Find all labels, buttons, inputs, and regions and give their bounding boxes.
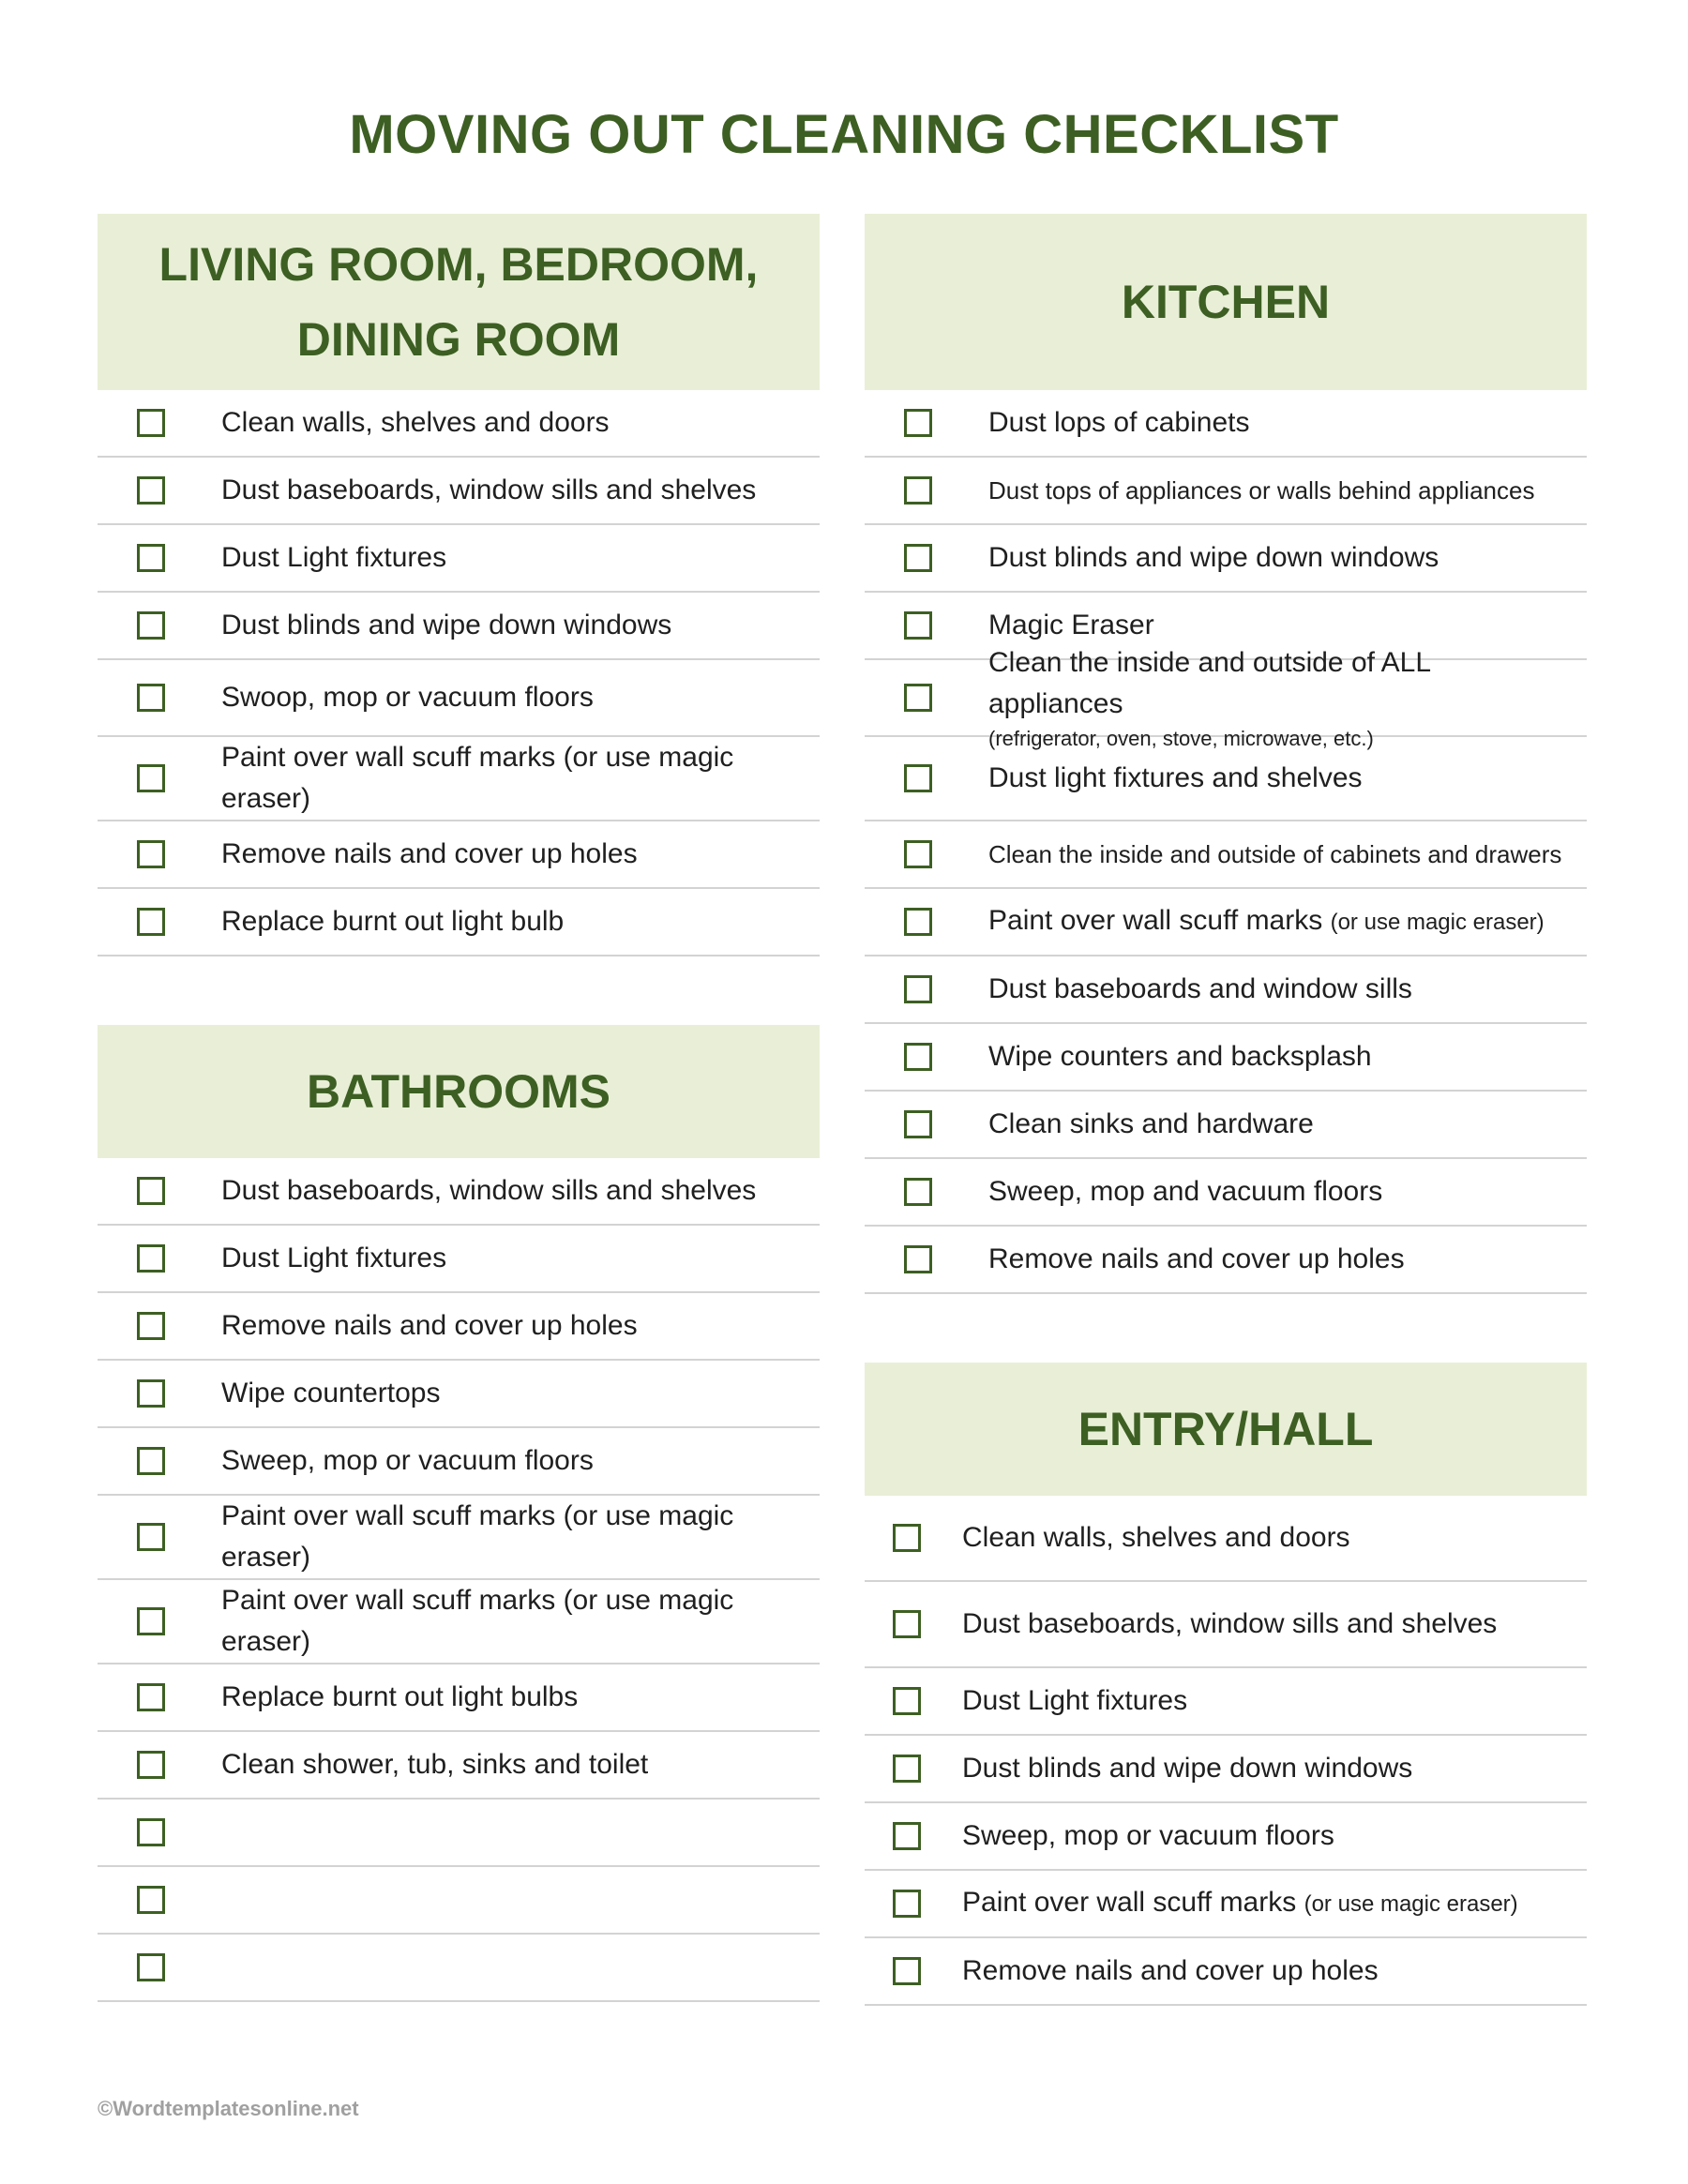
checklist-row — [865, 1024, 1587, 1092]
checkbox[interactable] — [904, 840, 932, 868]
checklist-row — [98, 1935, 820, 2002]
checklist-row — [98, 1361, 820, 1428]
checklist-row — [98, 458, 820, 525]
item-label: Dust Light fixtures — [221, 542, 447, 573]
checkbox[interactable] — [893, 1687, 921, 1715]
checklist-row — [865, 821, 1587, 889]
item-label: Remove nails and cover up holes — [988, 1243, 1405, 1274]
checklist-row — [98, 1496, 820, 1580]
item-label — [962, 1882, 1533, 1925]
item-label: Dust lops of cabinets — [988, 407, 1250, 438]
checklist-row — [865, 1092, 1587, 1159]
checkbox[interactable] — [137, 1886, 165, 1914]
checklist-row — [98, 1732, 820, 1800]
checklist-row — [98, 737, 820, 821]
kitchen-section — [865, 214, 1587, 1294]
checklist-row — [98, 593, 820, 660]
checklist-row — [865, 956, 1587, 1024]
item-label: Wipe countertops — [221, 1378, 441, 1408]
item-main-text: Paint over wall scuff marks — [988, 905, 1323, 936]
checklist-row — [865, 390, 1587, 458]
checkbox[interactable] — [893, 1822, 921, 1850]
checkbox[interactable] — [137, 840, 165, 868]
checkbox[interactable] — [137, 1379, 165, 1408]
item-label: Sweep, mop or vacuum floors — [221, 1445, 594, 1476]
checklist-row — [865, 889, 1587, 956]
checkbox[interactable] — [137, 1683, 165, 1711]
checkbox[interactable] — [137, 1523, 165, 1551]
checklist-row — [98, 1664, 820, 1732]
item-label: Dust baseboards, window sills and shelves — [962, 1608, 1498, 1639]
checklist-row — [98, 1428, 820, 1496]
checklist-row — [865, 647, 1587, 750]
checklist-row — [865, 1736, 1587, 1803]
item-label: Sweep, mop or vacuum floors — [962, 1820, 1334, 1851]
checkbox[interactable] — [137, 476, 165, 505]
checklist-row — [865, 1496, 1587, 1582]
checkbox[interactable] — [137, 544, 165, 572]
checkbox[interactable] — [893, 1957, 921, 1985]
checklist-row — [865, 1938, 1587, 2006]
item-label: Dust baseboards, window sills and shelves — [221, 474, 757, 505]
item-label: Paint over wall scuff marks (or use magic eraser) — [221, 1585, 734, 1657]
item-label: Dust light fixtures and shelves — [988, 762, 1363, 793]
checkbox[interactable] — [904, 975, 932, 1003]
checkbox[interactable] — [137, 684, 165, 712]
entry-hall-section — [865, 1363, 1587, 2006]
item-label: Clean walls, shelves and doors — [962, 1522, 1350, 1553]
page-title: MOVING OUT CLEANING CHECKLIST — [349, 104, 1339, 165]
section-header — [865, 214, 1587, 390]
checkbox[interactable] — [904, 409, 932, 437]
checkbox[interactable] — [904, 764, 932, 792]
item-label: Dust tops of appliances or walls behind appliances — [988, 476, 1535, 505]
checkbox[interactable] — [904, 684, 932, 712]
checkbox[interactable] — [904, 1178, 932, 1206]
checklist-row — [98, 821, 820, 889]
checkbox[interactable] — [137, 908, 165, 936]
checkbox[interactable] — [904, 1110, 932, 1138]
checkbox[interactable] — [137, 1177, 165, 1205]
checkbox[interactable] — [893, 1524, 921, 1552]
checkbox[interactable] — [893, 1890, 921, 1918]
checkbox[interactable] — [137, 1953, 165, 1981]
section-title-line1: LIVING ROOM, BEDROOM, — [158, 238, 759, 291]
checklist-row — [865, 1668, 1587, 1736]
item-label: Dust blinds and wipe down windows — [221, 610, 672, 640]
checkbox[interactable] — [904, 611, 932, 640]
checkbox[interactable] — [137, 1607, 165, 1635]
checklist-row — [98, 660, 820, 737]
checklist-row — [865, 1803, 1587, 1871]
checklist-row — [98, 1293, 820, 1361]
checklist-row — [98, 390, 820, 458]
item-label: Clean sinks and hardware — [988, 1108, 1314, 1139]
checklist-row — [865, 1159, 1587, 1227]
checkbox[interactable] — [904, 908, 932, 936]
checkbox[interactable] — [137, 1818, 165, 1846]
item-label: Wipe counters and backsplash — [988, 1041, 1372, 1072]
item-label: Swoop, mop or vacuum floors — [221, 682, 594, 713]
item-label: Magic Eraser — [988, 610, 1154, 640]
item-label: Clean walls, shelves and doors — [221, 407, 610, 438]
checklist-row — [98, 1158, 820, 1226]
checklist-row — [98, 889, 820, 956]
item-label: Remove nails and cover up holes — [221, 1310, 638, 1341]
living-room-section — [98, 214, 820, 956]
item-main-text: Paint over wall scuff marks — [962, 1887, 1297, 1918]
item-label: Replace burnt out light bulb — [221, 906, 565, 937]
checkbox[interactable] — [904, 476, 932, 505]
section-title: KITCHEN — [1121, 276, 1331, 328]
item-label: Sweep, mop and vacuum floors — [988, 1176, 1383, 1207]
checklist-row — [98, 1800, 820, 1867]
checkbox[interactable] — [904, 1245, 932, 1273]
checkbox[interactable] — [137, 1312, 165, 1340]
checklist-row — [98, 525, 820, 593]
item-label: Clean the inside and outside of cabinets and drawers — [988, 840, 1562, 868]
item-label: Dust Light fixtures — [962, 1685, 1188, 1716]
checkbox[interactable] — [904, 544, 932, 572]
checkbox[interactable] — [893, 1755, 921, 1783]
item-label: Clean shower, tub, sinks and toilet — [221, 1749, 649, 1780]
item-label: Dust blinds and wipe down windows — [962, 1753, 1413, 1784]
checklist-row — [865, 1582, 1587, 1668]
copyright-footer: ©Wordtemplatesonline.net — [98, 2097, 359, 2120]
checkbox[interactable] — [137, 1751, 165, 1779]
section-header — [98, 214, 820, 390]
checkbox[interactable] — [137, 1244, 165, 1273]
checklist-row — [865, 1871, 1587, 1938]
item-label: Remove nails and cover up holes — [221, 838, 638, 869]
bathrooms-section — [98, 1025, 820, 2002]
section-header — [865, 1363, 1587, 1496]
item-label: Dust baseboards, window sills and shelves — [221, 1175, 757, 1206]
item-label: Dust baseboards and window sills — [988, 973, 1412, 1004]
section-title: BATHROOMS — [306, 1065, 611, 1118]
item-main-text: Clean the inside and outside of ALL appliances — [988, 647, 1430, 719]
checklist-row — [98, 1867, 820, 1935]
item-label: Dust Light fixtures — [221, 1243, 447, 1273]
checklist-row — [865, 458, 1587, 525]
checkbox[interactable] — [137, 1447, 165, 1475]
section-title-line2: DINING ROOM — [296, 313, 621, 366]
checkbox[interactable] — [137, 611, 165, 640]
checklist-row — [98, 1226, 820, 1293]
item-label: Paint over wall scuff marks (or use magic eraser) — [221, 742, 734, 814]
section-title: ENTRY/HALL — [1078, 1403, 1374, 1455]
checklist-row — [865, 525, 1587, 593]
section-header — [98, 1025, 820, 1158]
item-label — [988, 900, 1560, 943]
item-label: Remove nails and cover up holes — [962, 1955, 1379, 1986]
checklist-row — [865, 1227, 1587, 1294]
item-label: Replace burnt out light bulbs — [221, 1681, 579, 1712]
checklist-row — [98, 1580, 820, 1664]
item-label: Paint over wall scuff marks (or use magic eraser) — [221, 1500, 734, 1573]
item-note: (or use magic eraser) — [1304, 1891, 1518, 1917]
checkbox[interactable] — [904, 1043, 932, 1071]
item-label: Dust blinds and wipe down windows — [988, 542, 1439, 573]
item-note: (or use magic eraser) — [1330, 910, 1545, 935]
item-subtext: (refrigerator, oven, stove, microwave, etc.) — [988, 727, 1374, 750]
checkbox[interactable] — [137, 409, 165, 437]
checkbox[interactable] — [137, 764, 165, 792]
item-label — [988, 642, 1587, 753]
checkbox[interactable] — [893, 1610, 921, 1638]
